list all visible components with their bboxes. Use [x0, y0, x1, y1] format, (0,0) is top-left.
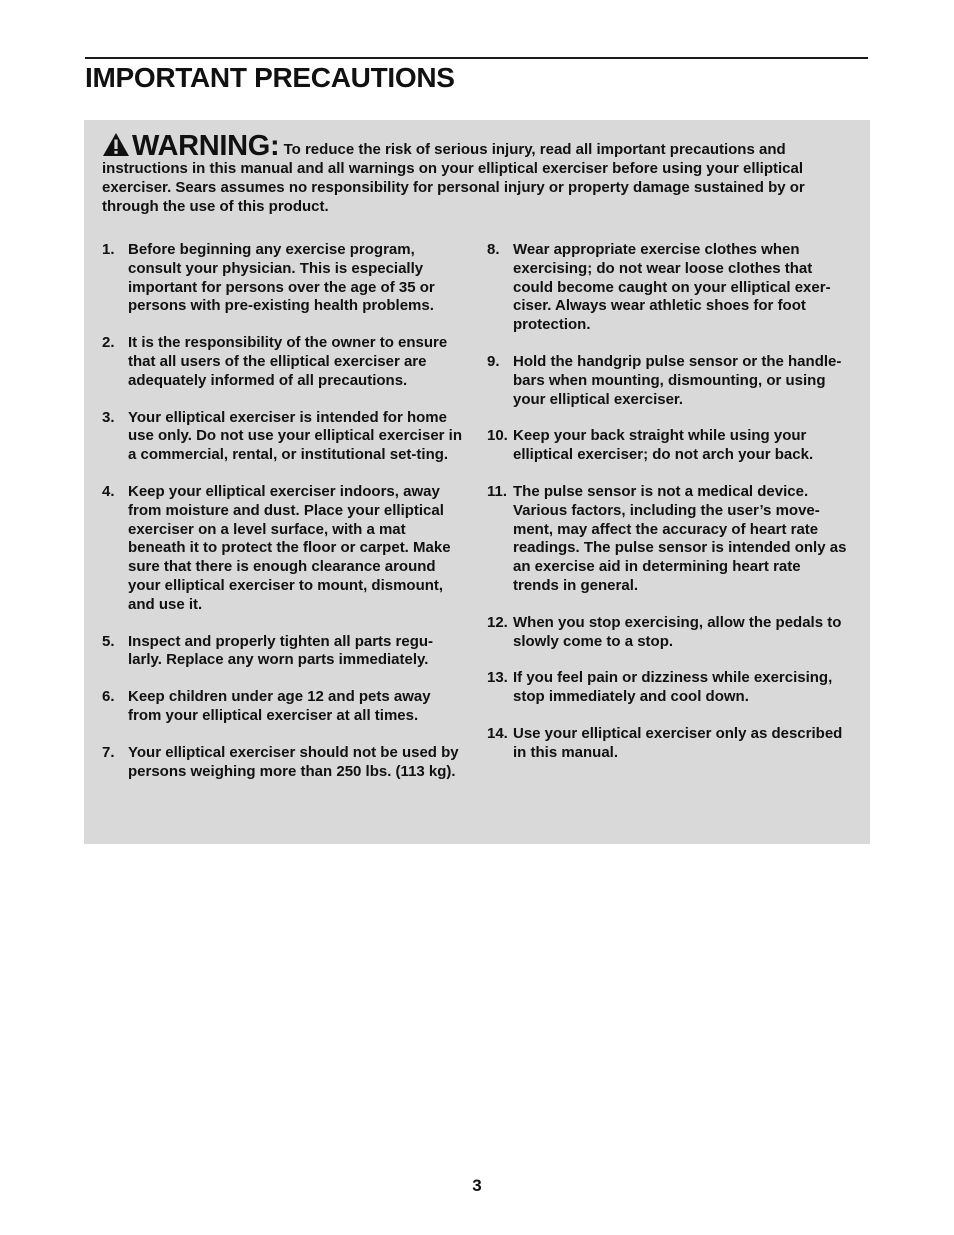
list-item	[102, 633, 464, 671]
item-number: 13.	[487, 669, 508, 687]
item-number: 5.	[102, 632, 115, 650]
precautions-left-column	[102, 241, 464, 799]
item-text: Your elliptical exerciser is intended for home use only. Do not use your elliptical exerciser in a commercial, rental, or institutional set-ting.	[128, 408, 462, 464]
item-number: 12.	[487, 613, 508, 631]
list-item	[487, 353, 849, 409]
list-item	[487, 725, 849, 763]
item-text: Wear appropriate exercise clothes when exercising; do not wear loose clothes that could become caught on your elliptical exer-ciser. Always wear athletic shoes for foot protection.	[513, 241, 831, 334]
list-item	[487, 614, 849, 652]
item-number: 11.	[487, 482, 508, 500]
item-text: Use your elliptical exerciser only as described in this manual.	[513, 724, 843, 761]
list-item	[102, 744, 464, 782]
item-number: 1.	[102, 241, 115, 258]
item-text: Your elliptical exerciser should not be used by persons weighing more than 250 lbs. (113 kg).	[128, 743, 459, 780]
list-item	[102, 483, 464, 615]
item-number: 8.	[487, 241, 500, 258]
item-text: Keep your elliptical exerciser indoors, away from moisture and dust. Place your elliptical exerciser on a level surface, with a mat beneath it to protect the floor or carpet. Make sure that there is enough clearance around your elliptical exerciser to mount, dismount, and use it.	[128, 482, 451, 613]
warning-intro	[102, 132, 850, 216]
item-number: 4.	[102, 482, 115, 500]
top-rule	[85, 57, 868, 59]
item-text: Before beginning any exercise program, consult your physician. This is especially important for persons over the age of 35 or persons with pre-existing health problems.	[128, 241, 435, 315]
list-item	[102, 688, 464, 726]
page-number: 3	[472, 1176, 482, 1195]
item-number: 3.	[102, 408, 115, 426]
item-text: Inspect and properly tighten all parts regu-larly. Replace any worn parts immediately.	[128, 632, 434, 669]
warning-triangle-icon	[102, 132, 130, 157]
list-item	[102, 409, 464, 465]
list-item	[487, 483, 849, 596]
item-number: 10.	[487, 427, 508, 445]
item-number: 9.	[487, 352, 500, 370]
warning-heading: WARNING:	[132, 130, 280, 162]
item-number: 14.	[487, 724, 508, 742]
item-number: 7.	[102, 743, 115, 761]
item-number: 2.	[102, 334, 115, 352]
list-item	[487, 427, 849, 465]
item-number: 6.	[102, 688, 115, 706]
item-text: If you feel pain or dizziness while exercising, stop immediately and cool down.	[513, 669, 833, 706]
list-item	[487, 241, 849, 335]
list-item	[102, 241, 464, 316]
list-item	[102, 334, 464, 390]
item-text: It is the responsibility of the owner to ensure that all users of the elliptical exerciser are adequately informed of all precautions.	[128, 334, 448, 389]
precautions-right-column	[487, 241, 849, 781]
warning-box	[84, 120, 870, 844]
page-title: IMPORTANT PRECAUTIONS	[85, 62, 455, 93]
list-item	[487, 669, 849, 707]
item-text: The pulse sensor is not a medical device. Various factors, including the user’s move-ment, may affect the accuracy of heart rate readings. The pulse sensor is intended only as an exercise aid in determining heart rate trends in general.	[513, 482, 847, 594]
item-text: When you stop exercising, allow the pedals to slowly come to a stop.	[513, 613, 842, 650]
warning-text: To reduce the risk of serious injury, read all important precautions and instructions in this manual and all warnings on your elliptical exerciser before using your elliptical exerciser. Sears assumes no responsibility for personal injury or property damage sustained by or through the use of this product.	[102, 141, 805, 215]
item-text: Hold the handgrip pulse sensor or the handle-bars when mounting, dismounting, or using your elliptical exerciser.	[513, 352, 842, 408]
item-text: Keep children under age 12 and pets away from your elliptical exerciser at all times.	[128, 688, 431, 724]
item-text: Keep your back straight while using your elliptical exerciser; do not arch your back.	[513, 427, 814, 464]
